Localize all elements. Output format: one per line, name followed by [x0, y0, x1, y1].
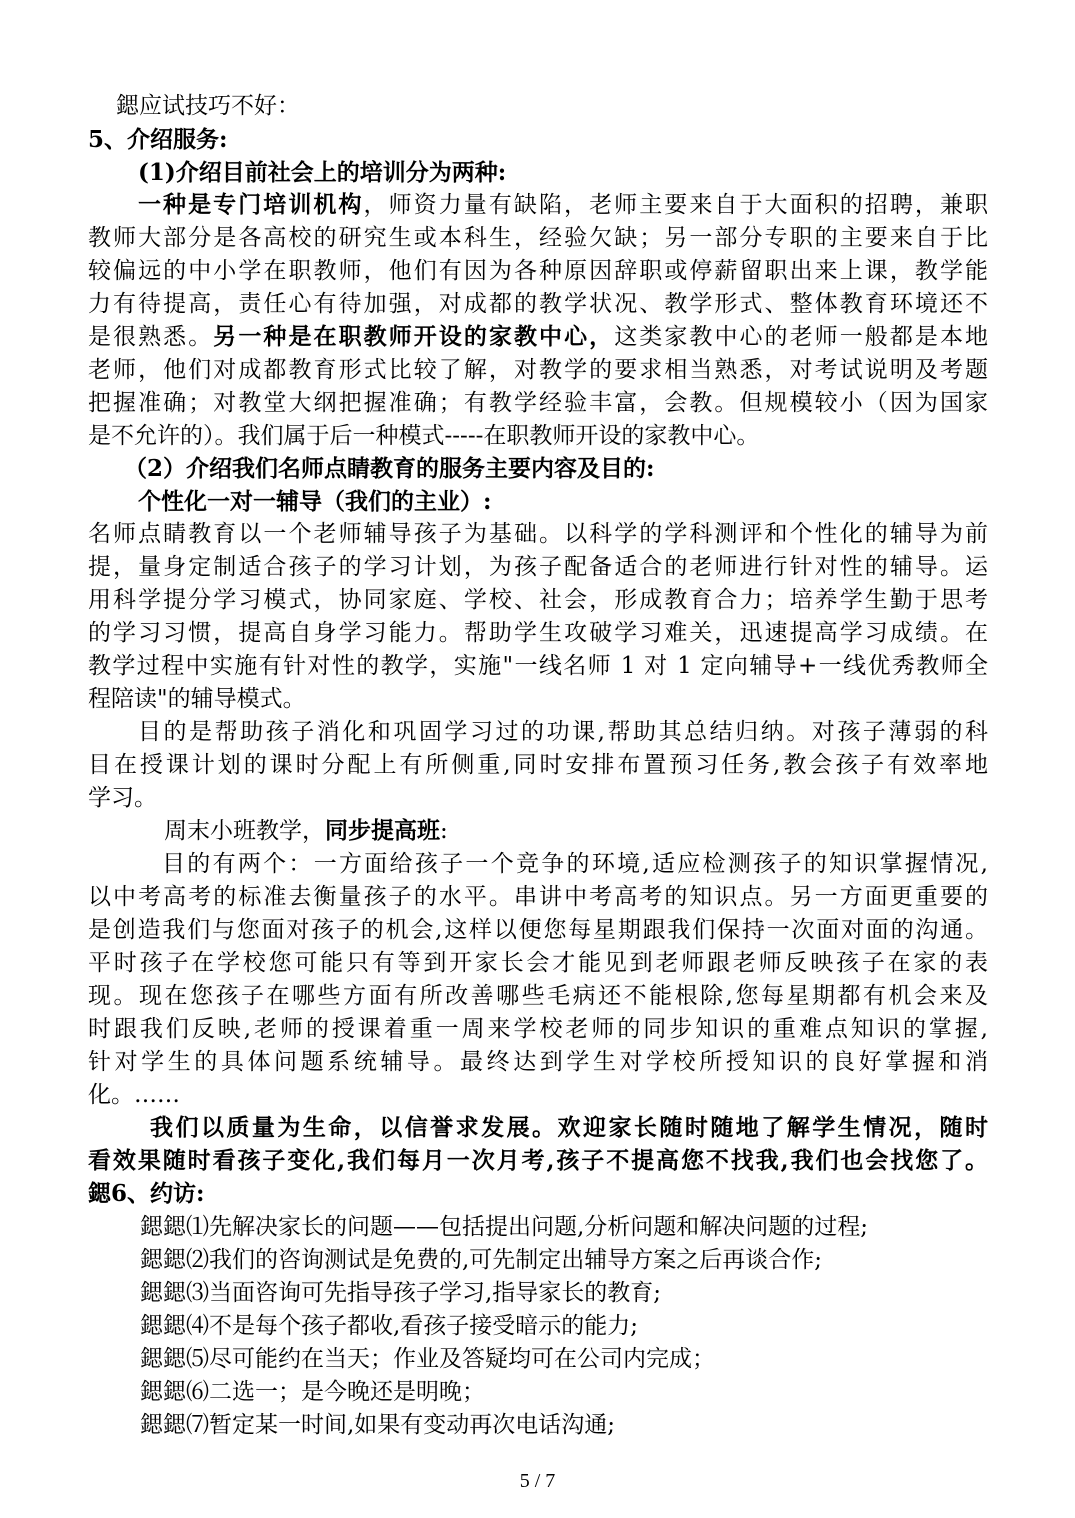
bold-phrase: 一种是专门培训机构 [138, 191, 364, 218]
text-line: 提，量身定制适合孩子的学习计划，为孩子配备适合的老师进行针对性的辅导。运 [88, 554, 988, 580]
section-heading-6: 鍶6、约访: [88, 1180, 205, 1207]
text-line: 把握准确；对教堂大纲把握准确；有教学经验丰富，会教。但规模较小（因为国家 [88, 390, 988, 416]
subheading-tutoring: 个性化一对一辅导（我们的主业）: [138, 488, 492, 515]
text-line: 的学习习惯，提高自身学习能力。帮助学生攻破学习难关，迅速提高学习成绩。在 [88, 620, 988, 646]
bold-phrase: 同步提高班 [325, 817, 440, 844]
text-line: 现。现在您孩子在哪些方面有所改善哪些毛病还不能根除,您每星期都有机会来及 [88, 983, 988, 1009]
slogan-line: 我们以质量为生命，以信誉求发展。欢迎家长随时随地了解学生情况，随时 [150, 1114, 988, 1141]
text-line: 老师，他们对成都教育形式比较了解，对教学的要求相当熟悉，对考试说明及考题 [88, 357, 988, 383]
list-item: 鍶鍶⑶当面咨询可先指导孩子学习,指导家长的教育; [140, 1280, 662, 1306]
text-line: 目在授课计划的课时分配上有所侧重,同时安排布置预习任务,教会孩子有效率地 [88, 752, 988, 778]
text-line: 目的是帮助孩子消化和巩固学习过的功课,帮助其总结归纳。对孩子薄弱的科 [138, 719, 988, 745]
text-line: 是不允许的）。我们属于后一种模式-----在职教师开设的家教中心。 [88, 423, 760, 449]
text-line [164, 815, 1064, 847]
list-item: 鍶鍶⑺暂定某一时间,如果有变动再次电话沟通; [140, 1412, 616, 1438]
text-line: 鍶应试技巧不好： [116, 93, 300, 119]
list-item: 鍶鍶⑸尽可能约在当天；作业及答疑均可在公司内完成； [140, 1346, 715, 1372]
text-span: 周末小班教学， [164, 818, 325, 844]
text-line: 教学过程中实施有针对性的教学，实施"一线名师 1 对 1 定向辅导+一线优秀教师全 [88, 653, 988, 679]
text-line: 教师大部分是各高校的研究生或本科生，经验欠缺；另一部分专职的主要来自于比 [88, 225, 988, 251]
list-item: 鍶鍶⑵我们的咨询测试是免费的,可先制定出辅导方案之后再谈合作; [140, 1247, 823, 1273]
page-number: 5 / 7 [519, 1470, 556, 1492]
text-line: 名师点睛教育以一个老师辅导孩子为基础。以科学的学科测评和个性化的辅导为前 [88, 521, 988, 547]
text-line: 化。…… [88, 1082, 180, 1108]
text-line: 学习。 [88, 785, 157, 811]
text-line: 时跟我们反映,老师的授课着重一周来学校老师的同步知识的重难点知识的掌握, [88, 1016, 988, 1042]
text-line: 是创造我们与您面对孩子的机会,这样以便您每星期跟我们保持一次面对面的沟通。 [88, 917, 988, 943]
subheading-2: （2）介绍我们名师点睛教育的服务主要内容及目的: [124, 455, 655, 482]
list-item: 鍶鍶⑹二选一；是今晚还是明晚； [140, 1379, 485, 1405]
list-item: 鍶鍶⑷不是每个孩子都收,看孩子接受暗示的能力; [140, 1313, 639, 1339]
subheading-1: (1)介绍目前社会上的培训分为两种: [138, 159, 507, 186]
text-span: : [440, 818, 448, 844]
text-span: 是很熟悉。 [88, 324, 214, 350]
text-line: 用科学提分学习模式，协同家庭、学校、社会，形成教育合力；培养学生勤于思考 [88, 587, 988, 613]
text-span: ，师资力量有缺陷，老师主要来自于大面积的招聘，兼职 [363, 192, 989, 218]
text-line [88, 321, 988, 353]
text-line: 平时孩子在学校您可能只有等到开家长会才能见到老师跟老师反映孩子在家的表 [88, 950, 988, 976]
section-heading-5: 5、介绍服务: [88, 126, 228, 153]
text-line [138, 189, 988, 221]
text-line: 针对学生的具体问题系统辅导。最终达到学生对学校所授知识的良好掌握和消 [88, 1049, 988, 1075]
text-line: 以中考高考的标准去衡量孩子的水平。串讲中考高考的知识点。另一方面更重要的 [88, 884, 988, 910]
text-line: 力有待提高，责任心有待加强，对成都的教学状况、教学形式、整体教育环境还不 [88, 291, 988, 317]
slogan-line: 看效果随时看孩子变化,我们每月一次月考,孩子不提高您不找我,我们也会找您了。 [88, 1147, 988, 1174]
text-span: 这类家教中心的老师一般都是本地 [614, 324, 989, 350]
list-item: 鍶鍶⑴先解决家长的问题——包括提出问题,分析问题和解决问题的过程; [140, 1214, 869, 1240]
bold-phrase: 另一种是在职教师开设的家教中心， [213, 323, 615, 350]
text-line: 程陪读"的辅导模式。 [88, 686, 306, 712]
text-line: 较偏远的中小学在职教师，他们有因为各种原因辞职或停薪留职出来上课，教学能 [88, 258, 988, 284]
text-line: 目的有两个：一方面给孩子一个竞争的环境,适应检测孩子的知识掌握情况, [162, 851, 988, 877]
